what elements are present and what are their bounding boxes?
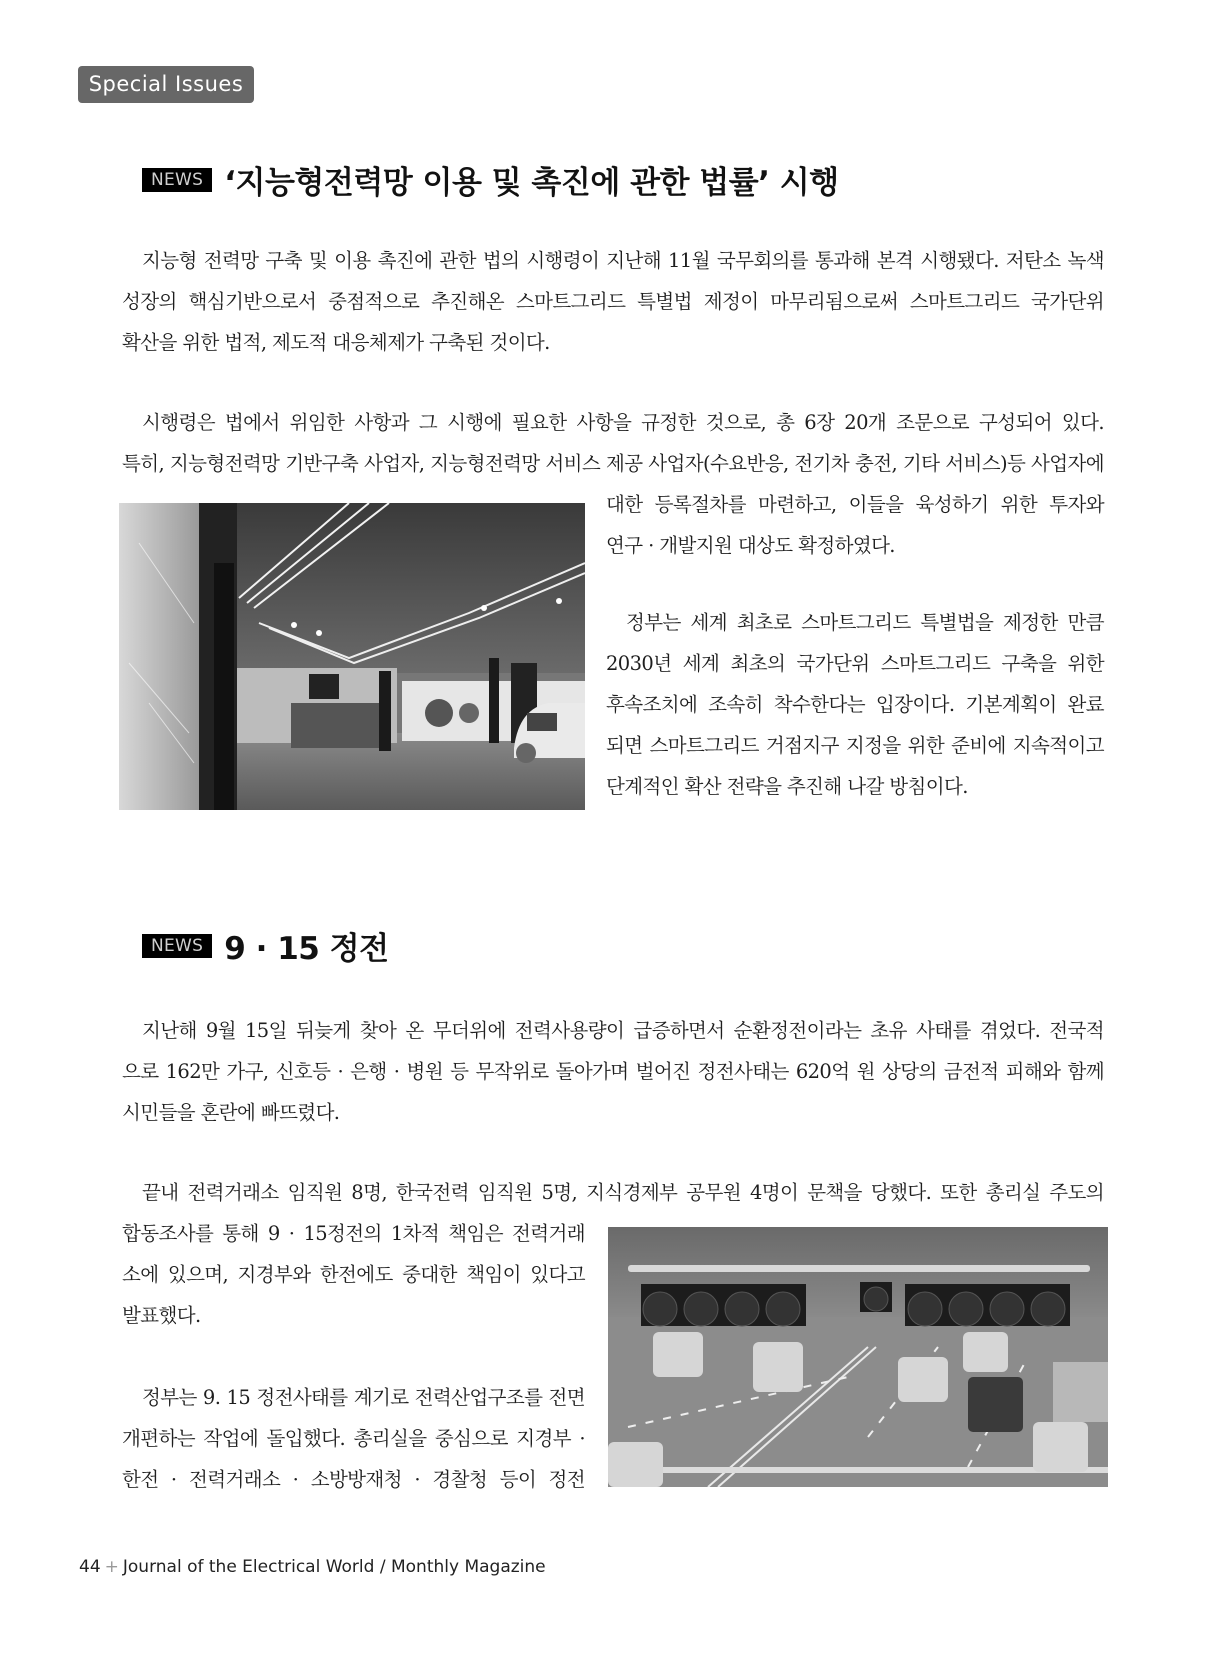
text-line: 합동조사를 통해 9 · 15정전의 1차적 책임은 전력거래 <box>122 1222 585 1245</box>
text-line: 연구 · 개발지원 대상도 확정하였다. <box>606 534 895 557</box>
text-line: 단계적인 확산 전략을 추진해 나갈 방침이다. <box>606 775 968 798</box>
section-badge: Special Issues <box>78 66 254 103</box>
article-1-paragraph-1 <box>122 240 1104 363</box>
text-line: 시민들을 혼란에 빠뜨렸다. <box>122 1101 340 1124</box>
article-2-paragraph-1 <box>122 1010 1104 1133</box>
article-1-paragraph-2 <box>122 402 1104 484</box>
text-line: 정부는 세계 최초로 스마트그리드 특별법을 제정한 만큼 <box>626 611 1104 634</box>
page-number: 44 <box>79 1557 101 1577</box>
text-line: 발표했다. <box>122 1304 201 1327</box>
footer-separator: + <box>104 1557 119 1577</box>
article-1-paragraph-2-continued <box>606 484 1104 566</box>
text-line: 후속조치에 조속히 착수한다는 입장이다. 기본계획이 완료 <box>606 693 1104 716</box>
text-line: 으로 162만 가구, 신호등 · 은행 · 병원 등 무작위로 돌아가며 벌어진 정전사태는 620억 원 상당의 금전적 피해와 함께 <box>122 1060 1104 1083</box>
text-line: 한전 · 전력거래소 · 소방방재청 · 경찰청 등이 정전 <box>122 1468 585 1491</box>
article-2-title: 9 · 15 정전 <box>224 931 389 967</box>
article-2-paragraph-3 <box>122 1377 585 1500</box>
article-1-headline <box>142 157 839 202</box>
traffic-lights-photo <box>608 1227 1108 1487</box>
article-2-paragraph-2-continued <box>122 1213 585 1336</box>
text-line: 시행령은 법에서 위임한 사항과 그 시행에 필요한 사항을 규정한 것으로, 총 6장 20개 조문으로 구성되어 있다. <box>142 411 1104 434</box>
text-line: 지난해 9월 15일 뒤늦게 찾아 온 무더위에 전력사용량이 급증하면서 순환정전이라는 초유 사태를 겪었다. 전국적 <box>142 1019 1104 1042</box>
text-line: 확산을 위한 법적, 제도적 대응체제가 구축된 것이다. <box>122 331 550 354</box>
text-line: 지능형 전력망 구축 및 이용 촉진에 관한 법의 시행령이 지난해 11월 국무회의를 통과해 본격 시행됐다. 저탄소 녹색 <box>142 249 1104 272</box>
article-2-headline <box>142 923 389 968</box>
article-1-paragraph-3 <box>606 602 1104 807</box>
text-line: 2030년 세계 최초의 국가단위 스마트그리드 구축을 위한 <box>606 652 1104 675</box>
text-line: 되면 스마트그리드 거점지구 지정을 위한 준비에 지속적이고 <box>606 734 1104 757</box>
text-line: 정부는 9. 15 정전사태를 계기로 전력산업구조를 전면 <box>142 1386 585 1409</box>
text-line: 특히, 지능형전력망 기반구축 사업자, 지능형전력망 서비스 제공 사업자(수요반응, 전기차 충전, 기타 서비스)등 사업자에 <box>122 452 1104 475</box>
text-line: 소에 있으며, 지경부와 한전에도 중대한 책임이 있다고 <box>122 1263 585 1286</box>
news-tag: NEWS <box>142 168 212 192</box>
exhibition-hall-photo <box>119 503 585 810</box>
text-line: 대한 등록절차를 마련하고, 이들을 육성하기 위한 투자와 <box>606 493 1104 516</box>
publication-name: Journal of the Electrical World / Monthly Magazine <box>122 1557 546 1577</box>
article-2-paragraph-2 <box>122 1172 1104 1213</box>
news-tag: NEWS <box>142 934 212 958</box>
text-line: 끝내 전력거래소 임직원 8명, 한국전력 임직원 5명, 지식경제부 공무원 4명이 문책을 당했다. 또한 총리실 주도의 <box>142 1181 1104 1204</box>
page-footer <box>79 1557 546 1577</box>
article-1-title: ‘지능형전력망 이용 및 촉진에 관한 법률’ 시행 <box>224 165 839 201</box>
text-line: 개편하는 작업에 돌입했다. 총리실을 중심으로 지경부 · <box>122 1427 585 1450</box>
text-line: 성장의 핵심기반으로서 중점적으로 추진해온 스마트그리드 특별법 제정이 마무리됨으로써 스마트그리드 국가단위 <box>122 290 1104 313</box>
